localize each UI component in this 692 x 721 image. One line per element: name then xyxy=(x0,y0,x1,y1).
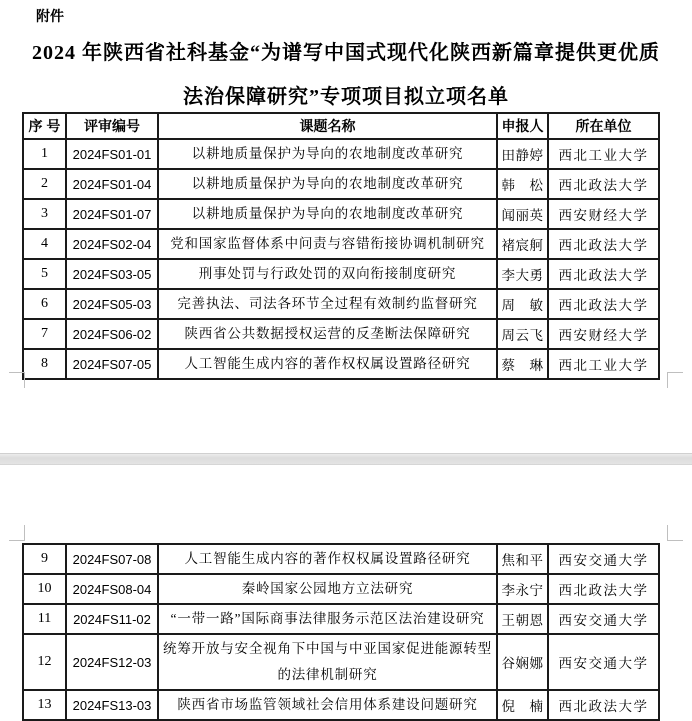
margin-mark-top-right-vertical xyxy=(667,525,668,541)
cell-org: 西安财经大学 xyxy=(548,319,659,349)
cell-code: 2024FS01-04 xyxy=(66,169,158,199)
cell-org: 西安交通大学 xyxy=(548,634,659,690)
table-row xyxy=(23,634,659,690)
header-title: 课题名称 xyxy=(158,113,497,139)
table-row xyxy=(23,574,659,604)
cell-name: 闻丽英 xyxy=(497,199,548,229)
cell-title: 陕西省公共数据授权运营的反垄断法保障研究 xyxy=(158,319,497,349)
margin-mark-top-left-horizontal xyxy=(9,540,25,541)
cell-title: 人工智能生成内容的著作权权属设置路径研究 xyxy=(158,349,497,379)
cell-num: 6 xyxy=(23,289,66,319)
cell-code: 2024FS01-07 xyxy=(66,199,158,229)
cell-num: 13 xyxy=(23,690,66,720)
cell-code: 2024FS03-05 xyxy=(66,259,158,289)
cell-code: 2024FS08-04 xyxy=(66,574,158,604)
attachment-label: 附件 xyxy=(36,8,64,24)
projects-table-page1 xyxy=(22,112,660,380)
cell-org: 西北工业大学 xyxy=(548,349,659,379)
margin-mark-top-left-vertical xyxy=(24,525,25,541)
cell-name: 王朝恩 xyxy=(497,604,548,634)
document-title-line2: 法治保障研究”专项项目拟立项名单 xyxy=(183,86,509,108)
table-row xyxy=(23,169,659,199)
cell-num: 2 xyxy=(23,169,66,199)
cell-code: 2024FS01-01 xyxy=(66,139,158,169)
header-org: 所在单位 xyxy=(548,113,659,139)
table-row xyxy=(23,139,659,169)
cell-org: 西北政法大学 xyxy=(548,169,659,199)
cell-name: 李大勇 xyxy=(497,259,548,289)
cell-org: 西北政法大学 xyxy=(548,229,659,259)
document-title-line1: 2024 年陕西省社科基金“为谱写中国式现代化陕西新篇章提供更优质 xyxy=(32,42,660,64)
page-separator xyxy=(0,453,692,465)
cell-num: 8 xyxy=(23,349,66,379)
cell-num: 4 xyxy=(23,229,66,259)
cell-code: 2024FS06-02 xyxy=(66,319,158,349)
table-row xyxy=(23,544,659,574)
cell-name: 田静婷 xyxy=(497,139,548,169)
cell-name: 谷娴娜 xyxy=(497,634,548,690)
projects-table-page2 xyxy=(22,543,660,721)
cell-num: 7 xyxy=(23,319,66,349)
cell-code: 2024FS11-02 xyxy=(66,604,158,634)
cell-title: 以耕地质量保护为导向的农地制度改革研究 xyxy=(158,169,497,199)
margin-mark-bottom-left-vertical xyxy=(24,372,25,388)
cell-title: 完善执法、司法各环节全过程有效制约监督研究 xyxy=(158,289,497,319)
margin-mark-bottom-right-vertical xyxy=(667,372,668,388)
table-row xyxy=(23,199,659,229)
cell-title: 以耕地质量保护为导向的农地制度改革研究 xyxy=(158,199,497,229)
table-header-row xyxy=(23,113,659,139)
cell-name: 褚宸舸 xyxy=(497,229,548,259)
table-row xyxy=(23,259,659,289)
cell-num: 3 xyxy=(23,199,66,229)
cell-org: 西北政法大学 xyxy=(548,259,659,289)
cell-num: 10 xyxy=(23,574,66,604)
cell-name: 周 敏 xyxy=(497,289,548,319)
table-row xyxy=(23,604,659,634)
cell-org: 西北政法大学 xyxy=(548,690,659,720)
table-row xyxy=(23,229,659,259)
cell-org: 西北政法大学 xyxy=(548,574,659,604)
cell-num: 9 xyxy=(23,544,66,574)
cell-org: 西北政法大学 xyxy=(548,289,659,319)
header-code: 评审编号 xyxy=(66,113,158,139)
cell-name: 韩 松 xyxy=(497,169,548,199)
cell-num: 5 xyxy=(23,259,66,289)
cell-name: 周云飞 xyxy=(497,319,548,349)
margin-mark-bottom-right-horizontal xyxy=(667,372,683,373)
cell-org: 西安财经大学 xyxy=(548,199,659,229)
margin-mark-top-right-horizontal xyxy=(667,540,683,541)
table-row xyxy=(23,349,659,379)
cell-code: 2024FS07-05 xyxy=(66,349,158,379)
cell-org: 西安交通大学 xyxy=(548,604,659,634)
cell-title: 以耕地质量保护为导向的农地制度改革研究 xyxy=(158,139,497,169)
cell-name: 蔡 琳 xyxy=(497,349,548,379)
cell-code: 2024FS02-04 xyxy=(66,229,158,259)
header-seq: 序 号 xyxy=(23,113,66,139)
cell-code: 2024FS05-03 xyxy=(66,289,158,319)
cell-name: 焦和平 xyxy=(497,544,548,574)
margin-mark-bottom-left-horizontal xyxy=(9,372,25,373)
cell-num: 1 xyxy=(23,139,66,169)
cell-code: 2024FS12-03 xyxy=(66,634,158,690)
cell-title: 人工智能生成内容的著作权权属设置路径研究 xyxy=(158,544,497,574)
header-name: 申报人 xyxy=(497,113,548,139)
cell-code: 2024FS07-08 xyxy=(66,544,158,574)
table-row xyxy=(23,289,659,319)
table-row xyxy=(23,690,659,720)
cell-name: 李永宁 xyxy=(497,574,548,604)
cell-title: 陕西省市场监管领域社会信用体系建设问题研究 xyxy=(158,690,497,720)
cell-name: 倪 楠 xyxy=(497,690,548,720)
cell-title: 秦岭国家公园地方立法研究 xyxy=(158,574,497,604)
cell-title: 刑事处罚与行政处罚的双向衔接制度研究 xyxy=(158,259,497,289)
cell-title: 党和国家监督体系中问责与容错衔接协调机制研究 xyxy=(158,229,497,259)
cell-title: “一带一路”国际商事法律服务示范区法治建设研究 xyxy=(158,604,497,634)
cell-num: 11 xyxy=(23,604,66,634)
cell-org: 西安交通大学 xyxy=(548,544,659,574)
cell-num: 12 xyxy=(23,634,66,690)
table-row xyxy=(23,319,659,349)
cell-code: 2024FS13-03 xyxy=(66,690,158,720)
cell-title: 统筹开放与安全视角下中国与中亚国家促进能源转型的法律机制研究 xyxy=(158,634,497,690)
cell-org: 西北工业大学 xyxy=(548,139,659,169)
